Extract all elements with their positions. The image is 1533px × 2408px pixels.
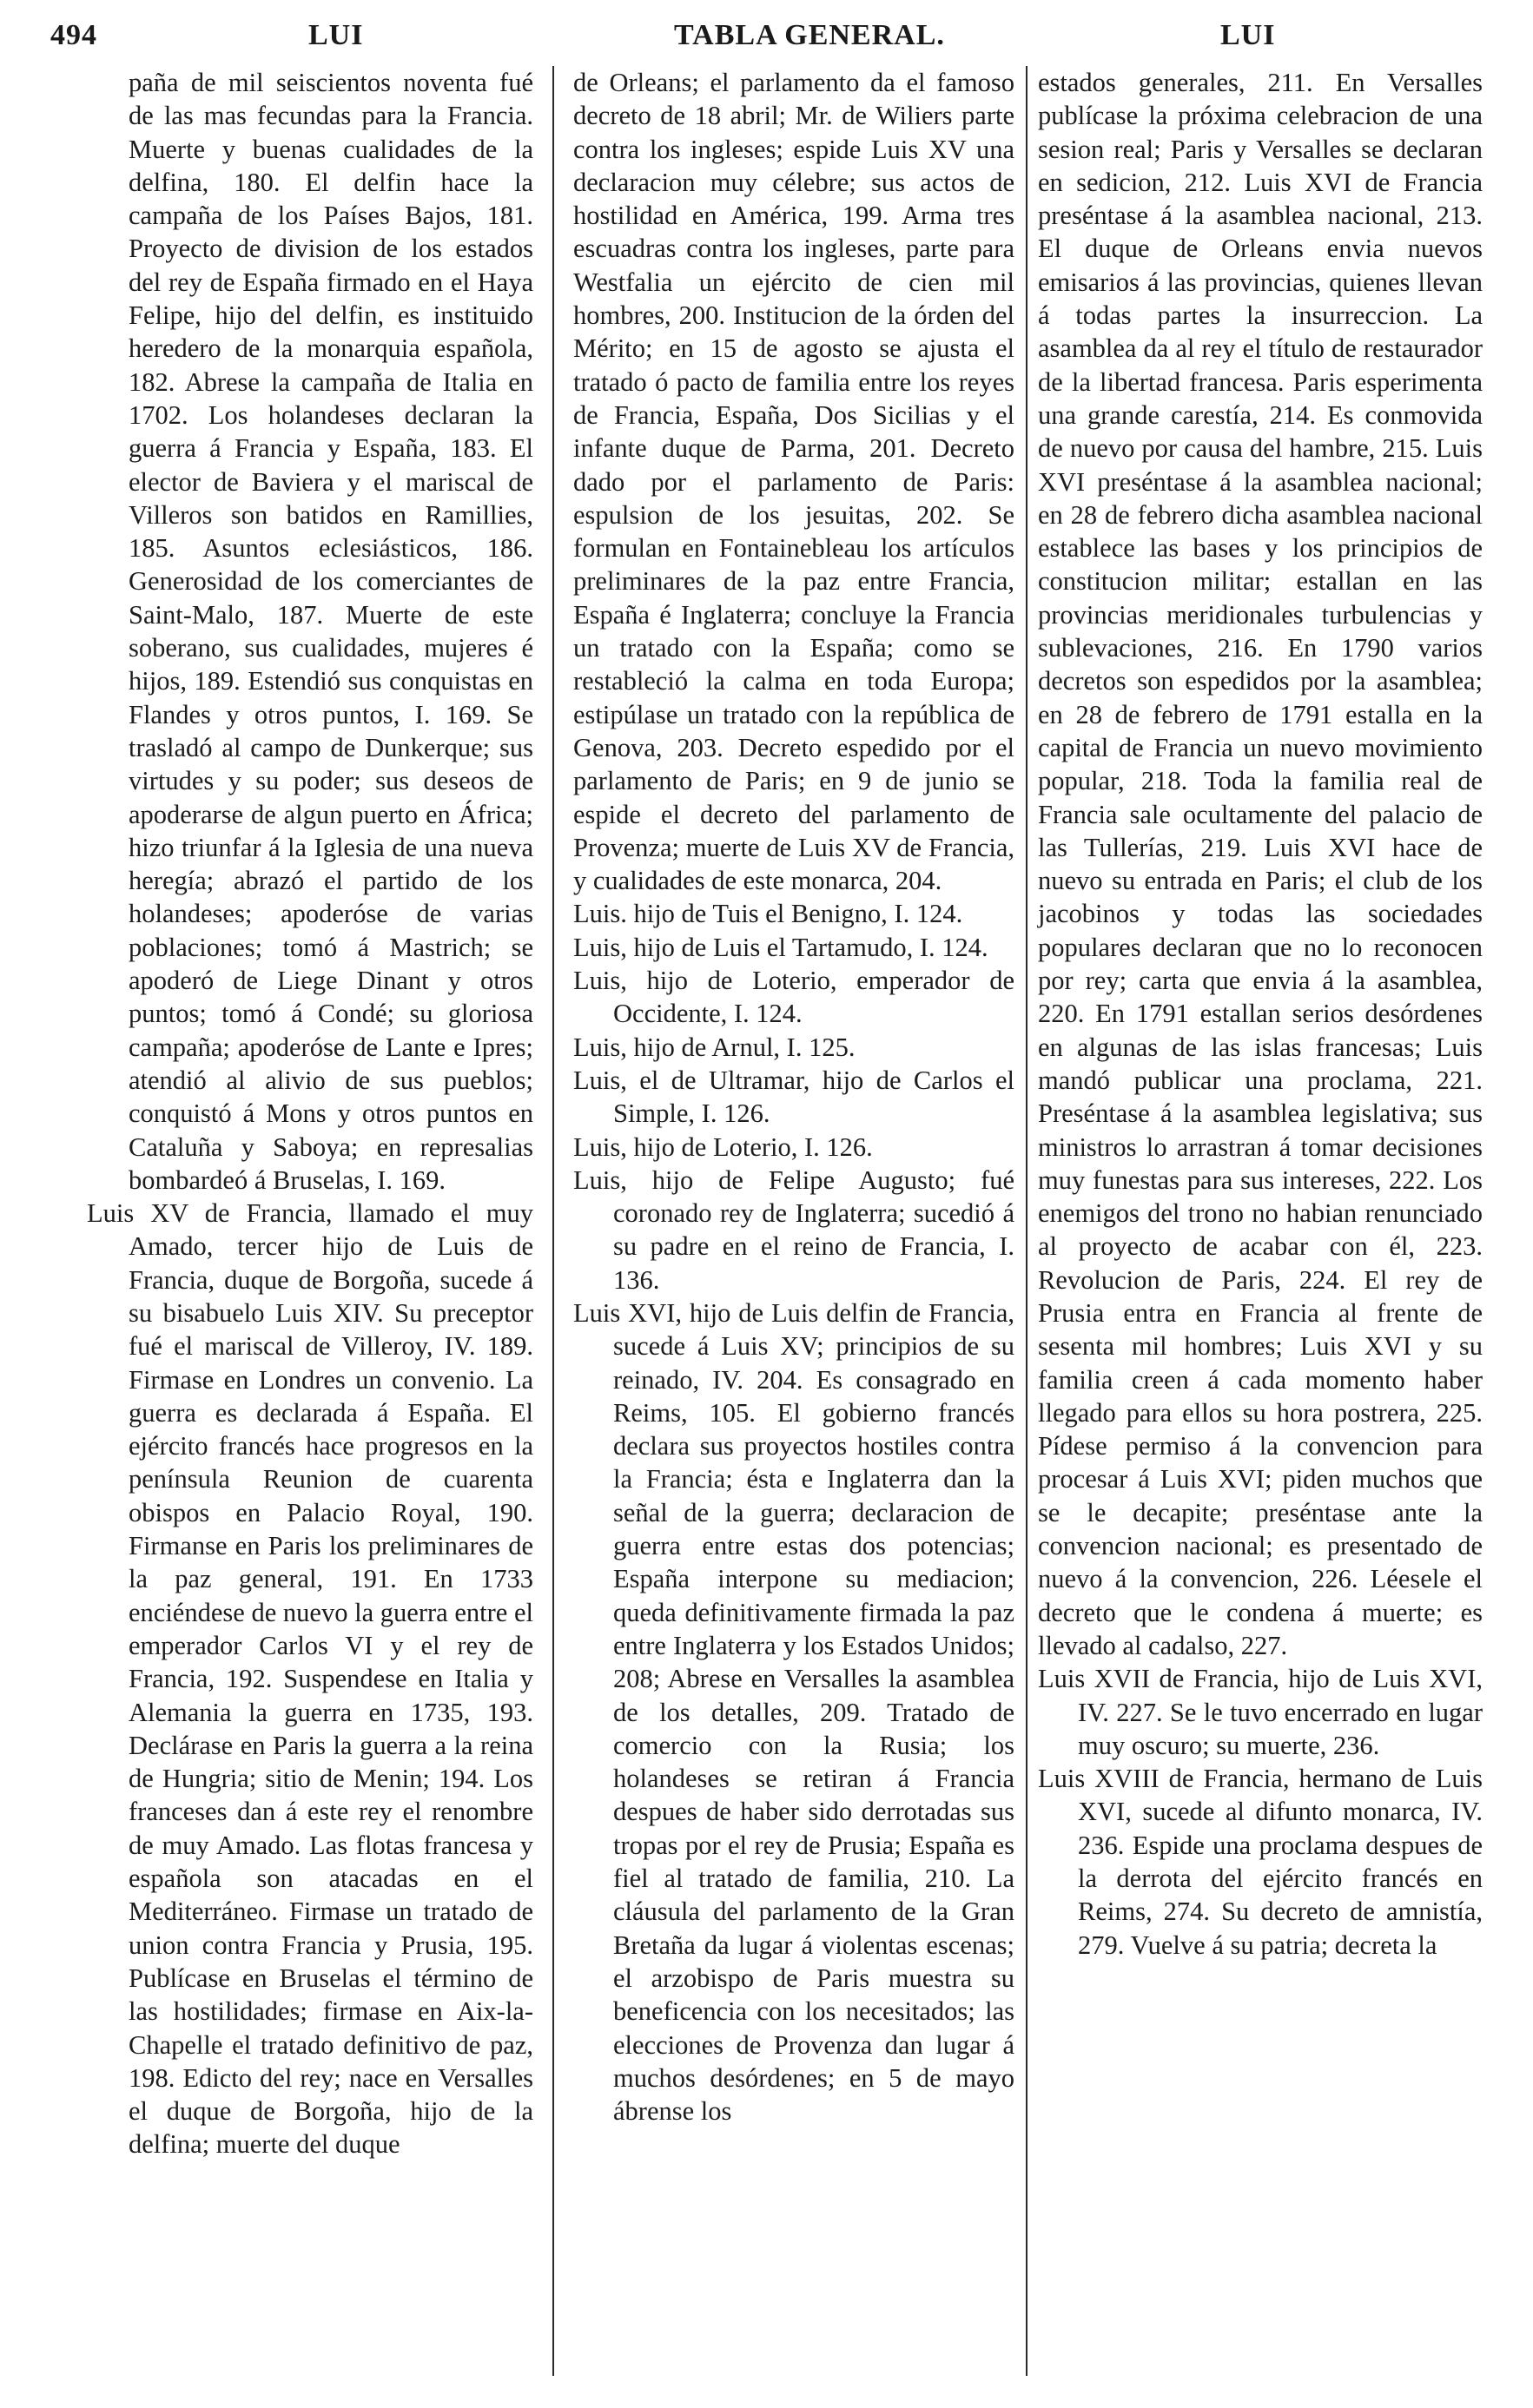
index-entry: paña de mil seiscientos noventa fué de las mas fecundas para la Francia. Muerte y buenas cualidades de la delfina, 180. El delfin hace la campaña de los Países Bajos, 181. Proyecto de division de los estados del rey de España firmado en el Haya Felipe, hijo del delfin, es instituido heredero de la monarquia española, 182. Abrese la campaña de Italia en 1702. Los holandeses declaran la guerra á Francia y España, 183. El elector de Baviera y el mariscal de Villeros son batidos en Ramillies, 185. Asuntos eclesiásticos, 186. Generosidad de los comerciantes de Saint-Malo, 187. Muerte de este soberano, sus cualidades, mujeres é hijos, 189. Estendió sus conquistas en Flandes y otros puntos, I. 169. Se trasladó al campo de Dunkerque; sus virtudes y su poder; sus deseos de apoderarse de algun puerto en África; hizo triunfar á la Iglesia de una nueva heregía; abrazó el partido de los holandeses; apoderóse de varias poblaciones; tomó á Mastrich; se apoderó de Liege Dinant y otros puntos; tomó á Condé; su gloriosa campaña; apoderóse de Lante e Ipres; atendió al alivio de sus pueblos; conquistó á Mons y otros puntos en Cataluña y Saboya; en represalias bombardeó á Bruselas, I. 169. <box>129 68 533 1195</box>
index-entry: de Orleans; el parlamento da el famoso decreto de 18 abril; Mr. de Wiliers parte contra los ingleses; espide Luis XV una declaracion muy célebre; sus actos de hostilidad en América, 199. Arma tres escuadras contra los ingleses, parte para Westfalia un ejército de cien mil hombres, 200. Institucion de la órden del Mérito; en 15 de agosto se ajusta el tratado ó pacto de familia entre los reyes de Francia, España, Dos Sicilias y el infante duque de Parma, 201. Decreto dado por el parlamento de Paris: espulsion de los jesuitas, 202. Se formulan en Fontainebleau los artículos preliminares de la paz entre Francia, España é Inglaterra; concluye la Francia un tratado con la España; como se restableció la calma en toda Europa; estipúlase un tratado con la república de Genova, 203. Decreto espedido por el parlamento de Paris; en 9 de junio se espide el decreto del parlamento de Provenza; muerte de Luis XV de Francia, y cualidades de este monarca, 204. <box>573 68 1014 896</box>
index-entry: estados generales, 211. En Versalles publícase la próxima celebracion de una sesion real; Paris y Versalles se declaran en sedicion, 212. Luis XVI de Francia preséntase á la asamblea nacional, 213. El duque de Orleans envia nuevos emisarios á las provincias, quienes llevan á todas partes la insurreccion. La asamblea da al rey el título de restaurador de la libertad francesa. Paris esperimenta una grande carestía, 214. Es conmovida de nuevo por causa del hambre, 215. Luis XVI preséntase á la asamblea nacional; en 28 de febrero dicha asamblea nacional establece las bases y los principios de constitucion militar; estallan en las provincias meridionales turbulencias y sublevaciones, 216. En 1790 varios decretos son espedidos por la asamblea; en 28 de febrero de 1791 estalla en la capital de Francia un nuevo movimiento popular, 218. Toda la familia real de Francia sale ocultamente del palacio de las Tullerías, 219. Luis XVI hace de nuevo su entrada en Paris; el club de los jacobinos y todas las sociedades populares declaran que no lo reconocen por rey; carta que envia á la asamblea, 220. En 1791 estallan serios desórdenes en algunas de las islas francesas; Luis mandó publicar una proclama, 221. Preséntase á la asamblea legislativa; sus ministros lo arrastran á tomar decisiones muy funestas para sus intereses, 222. Los enemigos del trono no habian renunciado al proyecto de acabar con él, 223. Revolucion de Paris, 224. El rey de Prusia entra en Francia al frente de sesenta mil hombres; Luis XVI y su familia creen á cada momento haber llegado para ellos su hora postrera, 225. Pídese permiso á la convencion para procesar á Luis XVI; piden muchos que se le decapite; preséntase ante la convencion nacional; es presentado de nuevo á la convencion, 226. Léesele el decreto que le condena á muerte; es llevado al cadalso, 227. <box>1038 68 1483 1660</box>
center-heading: TABLA GENERAL. <box>674 19 945 51</box>
column-divider-left <box>552 66 554 2376</box>
index-entry: Luis, el de Ultramar, hijo de Carlos el Simple, I. 126. <box>573 1065 1014 1129</box>
index-entry: Luis. hijo de Tuis el Benigno, I. 124. <box>573 899 963 929</box>
index-entry: Luis, hijo de Luis el Tartamudo, I. 124. <box>573 932 988 962</box>
running-header <box>0 19 1533 71</box>
column-1 <box>87 66 533 2161</box>
index-entry: Luis XVI, hijo de Luis delfin de Francia, sucede á Luis XV; principios de su reinado, IV. 204. Es consagrado en Reims, 105. El gobierno francés declara sus proyectos hostiles contra la Francia; ésta e Inglaterra dan la señal de la guerra; declaracion de guerra entre estas dos potencias; España interpone su mediacion; queda definitivamente firmada la paz entre Inglaterra y los Estados Unidos; 208; Abrese en Versalles la asamblea de los detalles, 209. Tratado de comercio con la Rusia; los holandeses se retiran á Francia despues de haber sido derrotadas sus tropas por el rey de Prusia; España es fiel al tratado de familia, 210. La cláusula del parlamento de la Gran Bretaña da lugar á violentas escenas; el arzobispo de Paris muestra su beneficencia con los necesitados; las elecciones de Provenza dan lugar á muchos desórdenes; en 5 de mayo ábrense los <box>573 1297 1014 2127</box>
index-entry: Luis XV de Francia, llamado el muy Amado, tercer hijo de Luis de Francia, duque de Borgoña, sucede á su bisabuelo Luis XIV. Su preceptor fué el mariscal de Villeroy, IV. 189. Firmase en Londres un convenio. La guerra es declarada á España. El ejército francés hace progresos en la península Reunion de cuarenta obispos en Palacio Royal, 190. Firmanse en Paris los preliminares de la paz general, 191. En 1733 enciéndese de nuevo la guerra entre el emperador Carlos VI y el rey de Francia, 192. Suspendese en Italia y Alemania la guerra en 1735, 193. Declárase en Paris la guerra a la reina de Hungria; sitio de Menin; 194. Los franceses dan á este rey el renombre de muy Amado. Las flotas francesa y española son atacadas en el Mediterráneo. Firmase un tratado de union contra Francia y Prusia, 195. Publícase en Bruselas el término de las hostilidades; firmase en Aix-la-Chapelle el tratado definitivo de paz, 198. Edicto del rey; nace en Versalles el duque de Borgoña, hijo de la delfina; muerte del duque <box>87 1198 533 2160</box>
page-number: 494 <box>50 19 97 51</box>
column-2 <box>573 66 1014 2128</box>
column-3 <box>1038 66 1483 1962</box>
index-entry: Luis, hijo de Loterio, emperador de Occidente, I. 124. <box>573 966 1014 1029</box>
column-divider-right <box>1026 66 1028 2376</box>
index-entry: Luis, hijo de Loterio, I. 126. <box>573 1131 873 1162</box>
right-heading: LUI <box>1220 19 1276 51</box>
index-entry: Luis XVII de Francia, hijo de Luis XVI, IV. 227. Se le tuvo encerrado en lugar muy oscuro; su muerte, 236. <box>1038 1664 1483 1760</box>
left-heading: LUI <box>308 19 364 51</box>
index-entry: Luis XVIII de Francia, hermano de Luis XVI, sucede al difunto monarca, IV. 236. Espide una proclama despues de la derrota del ejército francés en Reims, 274. Su decreto de amnistía, 279. Vuelve á su patria; decreta la <box>1038 1764 1483 1960</box>
index-entry: Luis, hijo de Arnul, I. 125. <box>573 1032 856 1062</box>
index-entry: Luis, hijo de Felipe Augusto; fué coronado rey de Inglaterra; sucedió á su padre en el reino de Francia, I. 136. <box>573 1164 1014 1295</box>
